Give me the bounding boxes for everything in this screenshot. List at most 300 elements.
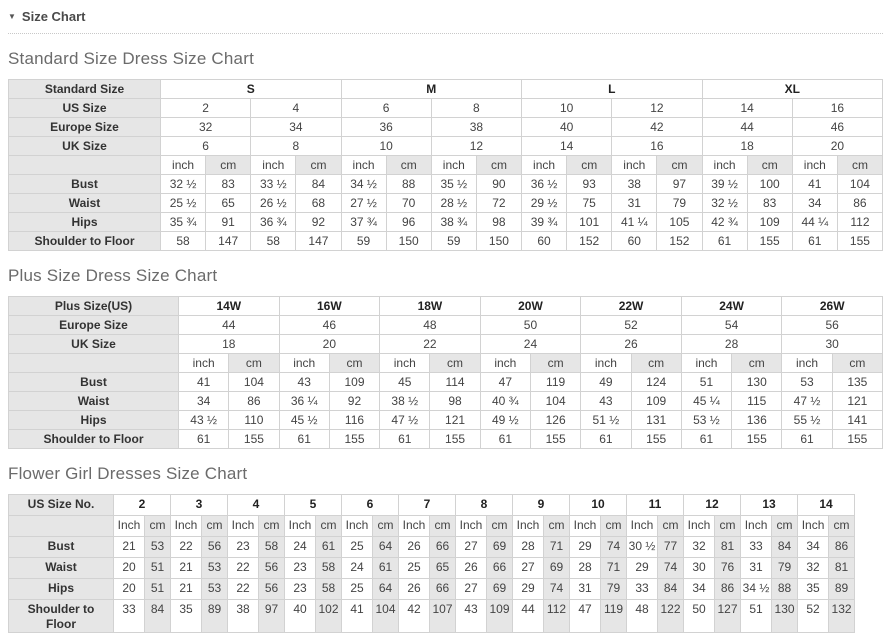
unit-inch-cell: inch (380, 354, 430, 373)
unit-inch-cell: Inch (342, 516, 373, 537)
size-group-cell: 8 (456, 495, 513, 516)
measure-inch-cell: 41 (342, 600, 373, 633)
measure-inch-cell: 29 (513, 579, 544, 600)
measure-cm-cell: 53 (202, 579, 228, 600)
measure-cm-cell: 66 (487, 558, 513, 579)
measure-cm-cell: 155 (329, 430, 379, 449)
measure-cm-cell: 155 (430, 430, 480, 449)
unit-inch-cell: inch (522, 156, 567, 175)
measure-cm-cell: 97 (259, 600, 285, 633)
measure-cm-cell: 84 (296, 175, 341, 194)
measure-cm-cell: 152 (567, 232, 612, 251)
measure-inch-cell: 61 (792, 232, 837, 251)
size-value-cell: 56 (782, 316, 883, 335)
measure-inch-cell: 45 (380, 373, 430, 392)
measure-inch-cell: 51 (741, 600, 772, 633)
measure-inch-cell: 34 ½ (341, 175, 386, 194)
measure-cm-cell: 86 (715, 579, 741, 600)
size-value-cell: 44 (702, 118, 792, 137)
size-group-cell: 24W (681, 297, 782, 316)
measure-cm-cell: 155 (530, 430, 580, 449)
measure-cm-cell: 86 (837, 194, 882, 213)
unit-cm-cell: cm (430, 354, 480, 373)
measurement-row (9, 175, 883, 194)
unit-cm-cell: cm (658, 516, 684, 537)
measure-cm-cell: 126 (530, 411, 580, 430)
unit-cm-cell: cm (837, 156, 882, 175)
size-group-cell: 26W (782, 297, 883, 316)
row-label: Waist (9, 392, 179, 411)
measure-cm-cell: 74 (601, 537, 627, 558)
unit-inch-cell: inch (179, 354, 229, 373)
size-value-cell: 20 (792, 137, 882, 156)
unit-inch-cell: inch (431, 156, 476, 175)
unit-cm-cell: cm (829, 516, 855, 537)
measure-inch-cell: 20 (114, 579, 145, 600)
measure-inch-cell: 32 (684, 537, 715, 558)
unit-cm-cell: cm (202, 516, 228, 537)
measure-inch-cell: 50 (684, 600, 715, 633)
measurement-row (9, 232, 883, 251)
measure-cm-cell: 77 (658, 537, 684, 558)
table-title-flower-girl: Flower Girl Dresses Size Chart (8, 464, 248, 483)
unit-cm-cell: cm (544, 516, 570, 537)
measure-inch-cell: 33 ½ (251, 175, 296, 194)
measure-cm-cell: 51 (145, 558, 171, 579)
measure-inch-cell: 23 (285, 558, 316, 579)
measure-inch-cell: 35 (798, 579, 829, 600)
measure-inch-cell: 61 (279, 430, 329, 449)
row-label: Shoulder to Floor (9, 600, 114, 633)
size-chart-section-toggle[interactable] (8, 6, 883, 33)
unit-cm-cell: cm (772, 516, 798, 537)
measure-cm-cell: 89 (829, 579, 855, 600)
measure-cm-cell: 61 (373, 558, 399, 579)
measure-cm-cell: 74 (544, 579, 570, 600)
measure-inch-cell: 41 ¼ (612, 213, 657, 232)
unit-cm-cell: cm (296, 156, 341, 175)
measure-inch-cell: 45 ¼ (681, 392, 731, 411)
measure-inch-cell: 60 (522, 232, 567, 251)
measure-inch-cell: 32 ½ (161, 175, 206, 194)
size-group-cell: 22W (581, 297, 682, 316)
size-group-cell: 16W (279, 297, 380, 316)
unit-cm-cell: cm (631, 354, 681, 373)
measure-cm-cell: 100 (747, 175, 792, 194)
unit-inch-cell: inch (792, 156, 837, 175)
measure-cm-cell: 127 (715, 600, 741, 633)
measure-inch-cell: 49 (581, 373, 631, 392)
measure-inch-cell: 36 ½ (522, 175, 567, 194)
measure-inch-cell: 39 ½ (702, 175, 747, 194)
size-value-cell: 30 (782, 335, 883, 354)
measure-cm-cell: 135 (832, 373, 882, 392)
size-header-row (9, 335, 883, 354)
size-value-cell: 18 (179, 335, 280, 354)
measure-inch-cell: 24 (285, 537, 316, 558)
measure-cm-cell: 86 (229, 392, 279, 411)
measure-cm-cell: 150 (476, 232, 521, 251)
measure-inch-cell: 33 (114, 600, 145, 633)
measure-cm-cell: 81 (715, 537, 741, 558)
measure-cm-cell: 109 (747, 213, 792, 232)
measurement-row (9, 579, 855, 600)
measure-inch-cell: 26 (456, 558, 487, 579)
size-group-cell: 20W (480, 297, 581, 316)
measure-inch-cell: 52 (798, 600, 829, 633)
size-header-row (9, 80, 883, 99)
measure-inch-cell: 47 ½ (782, 392, 832, 411)
dotted-divider (8, 33, 883, 34)
size-header-row (9, 297, 883, 316)
unit-inch-cell: Inch (456, 516, 487, 537)
measure-inch-cell: 38 ¾ (431, 213, 476, 232)
unit-cm-cell: cm (329, 354, 379, 373)
measure-inch-cell: 51 (681, 373, 731, 392)
measure-inch-cell: 51 ½ (581, 411, 631, 430)
unit-inch-cell: Inch (570, 516, 601, 537)
row-label: Shoulder to Floor (9, 232, 161, 251)
unit-cm-cell: cm (715, 516, 741, 537)
measure-inch-cell: 44 ¼ (792, 213, 837, 232)
measure-inch-cell: 32 ½ (702, 194, 747, 213)
measure-inch-cell: 26 ½ (251, 194, 296, 213)
measure-cm-cell: 89 (202, 600, 228, 633)
row-label: Shoulder to Floor (9, 430, 179, 449)
unit-inch-cell: Inch (798, 516, 829, 537)
unit-cm-cell: cm (747, 156, 792, 175)
size-value-cell: 4 (251, 99, 341, 118)
measure-inch-cell: 29 ½ (522, 194, 567, 213)
measure-cm-cell: 84 (772, 537, 798, 558)
measure-cm-cell: 105 (657, 213, 702, 232)
size-value-cell: 6 (161, 137, 251, 156)
unit-inch-cell: inch (702, 156, 747, 175)
measure-inch-cell: 43 (581, 392, 631, 411)
unit-cm-cell: cm (487, 516, 513, 537)
size-value-cell: 16 (612, 137, 702, 156)
measure-cm-cell: 104 (373, 600, 399, 633)
measure-cm-cell: 93 (567, 175, 612, 194)
measure-cm-cell: 141 (832, 411, 882, 430)
size-group-cell: 13 (741, 495, 798, 516)
size-value-cell: 26 (581, 335, 682, 354)
measure-cm-cell: 61 (316, 537, 342, 558)
unit-cm-cell: cm (530, 354, 580, 373)
unit-inch-cell: inch (681, 354, 731, 373)
size-value-cell: 50 (480, 316, 581, 335)
measure-inch-cell: 25 ½ (161, 194, 206, 213)
measure-inch-cell: 29 (570, 537, 601, 558)
size-value-cell: 12 (431, 137, 521, 156)
measure-cm-cell: 92 (296, 213, 341, 232)
measure-cm-cell: 69 (487, 537, 513, 558)
unit-cm-cell: cm (386, 156, 431, 175)
measure-inch-cell: 61 (681, 430, 731, 449)
measure-inch-cell: 35 (171, 600, 202, 633)
measurement-row (9, 194, 883, 213)
measure-cm-cell: 109 (329, 373, 379, 392)
measure-inch-cell: 43 (456, 600, 487, 633)
row-label (9, 354, 179, 373)
measure-cm-cell: 72 (476, 194, 521, 213)
measure-inch-cell: 55 ½ (782, 411, 832, 430)
size-value-cell: 46 (792, 118, 882, 137)
measure-cm-cell: 116 (329, 411, 379, 430)
measure-inch-cell: 30 (684, 558, 715, 579)
unit-cm-cell: cm (657, 156, 702, 175)
size-group-cell: 18W (380, 297, 481, 316)
measure-inch-cell: 26 (399, 537, 430, 558)
size-value-cell: 6 (341, 99, 431, 118)
measure-cm-cell: 66 (430, 537, 456, 558)
measure-cm-cell: 132 (829, 600, 855, 633)
measure-inch-cell: 28 (513, 537, 544, 558)
measure-inch-cell: 39 ¾ (522, 213, 567, 232)
measure-inch-cell: 61 (179, 430, 229, 449)
row-label: Hips (9, 579, 114, 600)
measure-cm-cell: 90 (476, 175, 521, 194)
plus-size-table (8, 296, 883, 449)
measure-inch-cell: 21 (114, 537, 145, 558)
measure-inch-cell: 53 (782, 373, 832, 392)
measure-cm-cell: 136 (732, 411, 782, 430)
measure-cm-cell: 101 (567, 213, 612, 232)
size-group-cell: XL (702, 80, 883, 99)
measure-cm-cell: 130 (772, 600, 798, 633)
size-value-cell: 22 (380, 335, 481, 354)
measure-cm-cell: 98 (476, 213, 521, 232)
measure-cm-cell: 65 (206, 194, 251, 213)
measure-cm-cell: 130 (732, 373, 782, 392)
measure-inch-cell: 31 (741, 558, 772, 579)
row-label: Hips (9, 411, 179, 430)
measure-cm-cell: 109 (631, 392, 681, 411)
size-value-cell: 18 (702, 137, 792, 156)
measure-inch-cell: 25 (342, 579, 373, 600)
measure-inch-cell: 38 (228, 600, 259, 633)
measure-cm-cell: 71 (544, 537, 570, 558)
measure-inch-cell: 32 (798, 558, 829, 579)
unit-row (9, 516, 855, 537)
size-group-cell: 2 (114, 495, 171, 516)
size-value-cell: 28 (681, 335, 782, 354)
row-label: UK Size (9, 335, 179, 354)
unit-inch-cell: Inch (684, 516, 715, 537)
size-group-cell: 3 (171, 495, 228, 516)
size-value-cell: 16 (792, 99, 882, 118)
measure-cm-cell: 109 (487, 600, 513, 633)
measure-cm-cell: 110 (229, 411, 279, 430)
measure-inch-cell: 37 ¾ (341, 213, 386, 232)
plus-size-section (8, 266, 883, 449)
measure-inch-cell: 31 (570, 579, 601, 600)
measure-inch-cell: 36 ¾ (251, 213, 296, 232)
measure-cm-cell: 58 (316, 579, 342, 600)
measure-inch-cell: 44 (513, 600, 544, 633)
measure-cm-cell: 147 (206, 232, 251, 251)
row-label: Standard Size (9, 80, 161, 99)
size-value-cell: 40 (522, 118, 612, 137)
measurement-row (9, 392, 883, 411)
measure-inch-cell: 49 ½ (480, 411, 530, 430)
size-value-cell: 34 (251, 118, 341, 137)
measure-cm-cell: 84 (658, 579, 684, 600)
measure-cm-cell: 83 (206, 175, 251, 194)
measure-inch-cell: 22 (228, 558, 259, 579)
measure-inch-cell: 27 ½ (341, 194, 386, 213)
measure-cm-cell: 65 (430, 558, 456, 579)
measure-inch-cell: 41 (792, 175, 837, 194)
measure-cm-cell: 81 (829, 558, 855, 579)
unit-inch-cell: inch (480, 354, 530, 373)
measure-inch-cell: 61 (480, 430, 530, 449)
unit-inch-cell: inch (161, 156, 206, 175)
size-group-cell: 14W (179, 297, 280, 316)
measure-cm-cell: 155 (631, 430, 681, 449)
measure-inch-cell: 25 (399, 558, 430, 579)
standard-size-section (8, 49, 883, 251)
unit-inch-cell: Inch (228, 516, 259, 537)
unit-inch-cell: inch (581, 354, 631, 373)
measure-cm-cell: 75 (567, 194, 612, 213)
row-label: Bust (9, 175, 161, 194)
measure-inch-cell: 43 ½ (179, 411, 229, 430)
measure-cm-cell: 66 (430, 579, 456, 600)
measure-inch-cell: 31 (612, 194, 657, 213)
measure-inch-cell: 41 (179, 373, 229, 392)
size-value-cell: 12 (612, 99, 702, 118)
measure-inch-cell: 34 (798, 537, 829, 558)
measurement-row (9, 537, 855, 558)
measure-inch-cell: 40 (285, 600, 316, 633)
measure-cm-cell: 70 (386, 194, 431, 213)
measure-cm-cell: 58 (316, 558, 342, 579)
measure-inch-cell: 53 ½ (681, 411, 731, 430)
measure-inch-cell: 35 ½ (431, 175, 476, 194)
measure-cm-cell: 88 (386, 175, 431, 194)
measure-cm-cell: 84 (145, 600, 171, 633)
measure-inch-cell: 24 (342, 558, 373, 579)
measure-inch-cell: 38 ½ (380, 392, 430, 411)
measure-inch-cell: 58 (251, 232, 296, 251)
measure-inch-cell: 58 (161, 232, 206, 251)
measure-inch-cell: 33 (627, 579, 658, 600)
measure-cm-cell: 150 (386, 232, 431, 251)
measure-cm-cell: 97 (657, 175, 702, 194)
table-title-standard: Standard Size Dress Size Chart (8, 49, 254, 68)
measure-inch-cell: 34 (684, 579, 715, 600)
measure-inch-cell: 20 (114, 558, 145, 579)
measure-cm-cell: 56 (259, 579, 285, 600)
size-group-cell: L (522, 80, 703, 99)
measure-inch-cell: 43 (279, 373, 329, 392)
size-group-cell: M (341, 80, 522, 99)
row-label: Europe Size (9, 316, 179, 335)
size-value-cell: 10 (341, 137, 431, 156)
measurement-row (9, 411, 883, 430)
size-value-cell: 48 (380, 316, 481, 335)
size-value-cell: 36 (341, 118, 431, 137)
unit-cm-cell: cm (567, 156, 612, 175)
measure-inch-cell: 27 (456, 537, 487, 558)
measure-inch-cell: 21 (171, 579, 202, 600)
unit-inch-cell: Inch (741, 516, 772, 537)
size-value-cell: 10 (522, 99, 612, 118)
unit-cm-cell: cm (430, 516, 456, 537)
unit-inch-cell: inch (341, 156, 386, 175)
row-label (9, 516, 114, 537)
unit-cm-cell: cm (601, 516, 627, 537)
size-group-cell: 7 (399, 495, 456, 516)
measure-inch-cell: 42 (399, 600, 430, 633)
measure-inch-cell: 27 (513, 558, 544, 579)
measure-cm-cell: 53 (202, 558, 228, 579)
measure-cm-cell: 115 (732, 392, 782, 411)
row-label: US Size (9, 99, 161, 118)
unit-inch-cell: inch (251, 156, 296, 175)
row-label: US Size No. (9, 495, 114, 516)
unit-cm-cell: cm (373, 516, 399, 537)
measure-inch-cell: 61 (782, 430, 832, 449)
unit-inch-cell: inch (782, 354, 832, 373)
measure-inch-cell: 59 (431, 232, 476, 251)
measure-inch-cell: 47 (480, 373, 530, 392)
measure-cm-cell: 155 (732, 430, 782, 449)
flower-girl-size-table (8, 494, 855, 633)
measurement-row (9, 558, 855, 579)
size-group-cell: 12 (684, 495, 741, 516)
measure-cm-cell: 114 (430, 373, 480, 392)
size-group-cell: 4 (228, 495, 285, 516)
measure-inch-cell: 27 (456, 579, 487, 600)
measure-inch-cell: 47 ½ (380, 411, 430, 430)
measure-cm-cell: 124 (631, 373, 681, 392)
size-header-row (9, 99, 883, 118)
measurement-row (9, 600, 855, 633)
measure-cm-cell: 112 (837, 213, 882, 232)
measure-cm-cell: 92 (329, 392, 379, 411)
size-value-cell: 54 (681, 316, 782, 335)
measure-cm-cell: 121 (832, 392, 882, 411)
standard-size-table (8, 79, 883, 251)
measure-cm-cell: 79 (657, 194, 702, 213)
size-value-cell: 2 (161, 99, 251, 118)
measure-inch-cell: 30 ½ (627, 537, 658, 558)
measure-cm-cell: 155 (229, 430, 279, 449)
size-group-cell: 14 (798, 495, 855, 516)
row-label: Bust (9, 537, 114, 558)
measure-cm-cell: 91 (206, 213, 251, 232)
measure-cm-cell: 155 (747, 232, 792, 251)
measure-inch-cell: 36 ¼ (279, 392, 329, 411)
measure-cm-cell: 88 (772, 579, 798, 600)
measure-inch-cell: 40 ¾ (480, 392, 530, 411)
row-label: Plus Size(US) (9, 297, 179, 316)
measure-cm-cell: 51 (145, 579, 171, 600)
measurement-row (9, 430, 883, 449)
size-value-cell: 42 (612, 118, 702, 137)
measure-inch-cell: 33 (741, 537, 772, 558)
size-header-row (9, 118, 883, 137)
measure-cm-cell: 56 (259, 558, 285, 579)
measure-cm-cell: 104 (530, 392, 580, 411)
size-value-cell: 32 (161, 118, 251, 137)
measure-inch-cell: 60 (612, 232, 657, 251)
size-header-row (9, 495, 855, 516)
measure-inch-cell: 59 (341, 232, 386, 251)
size-header-row (9, 137, 883, 156)
